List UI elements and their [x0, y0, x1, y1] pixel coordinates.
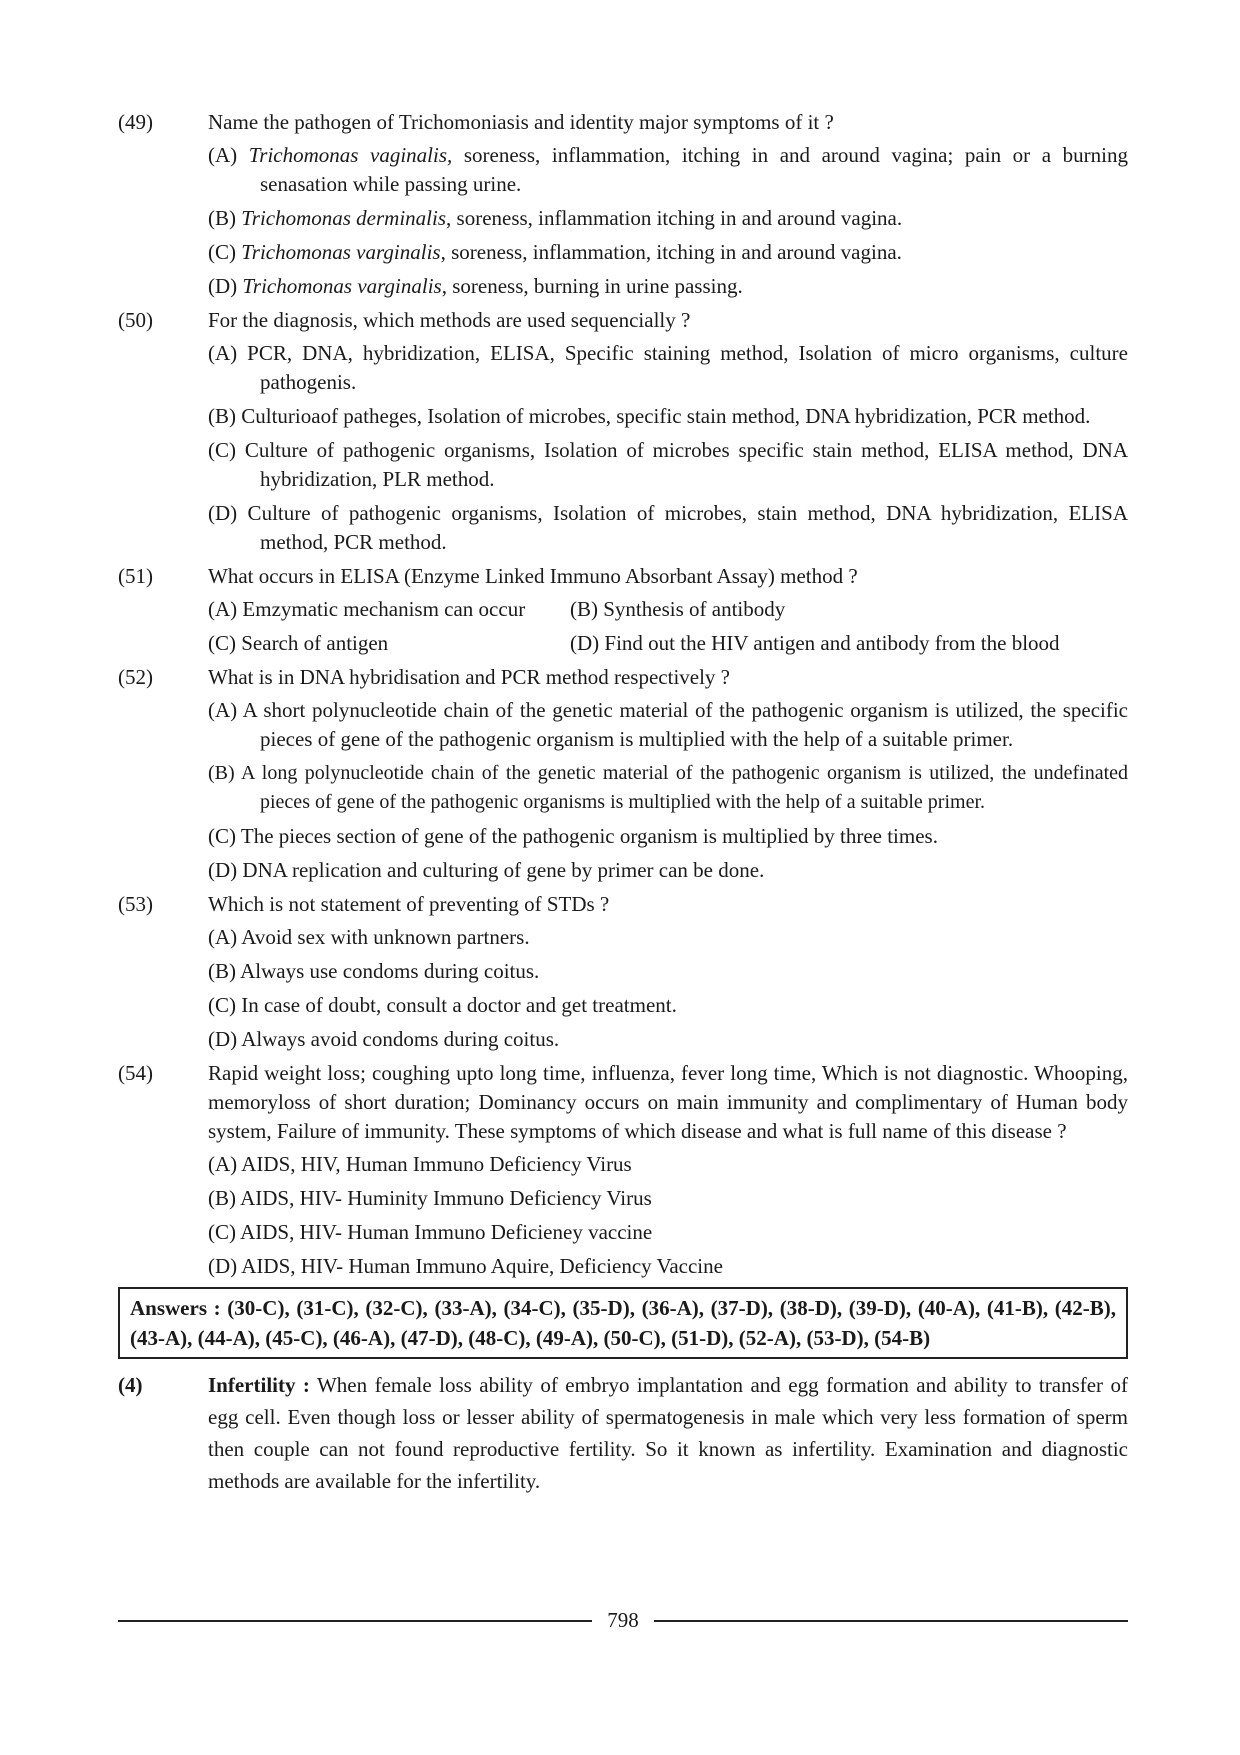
option-a: (A) A short polynucleotide chain of the genetic material of the pathogenic organism is utilized, the specific pieces of gene of the pathogenic organism is multiplied with the help of a suitable primer.: [208, 698, 1128, 751]
footer-rule-right: [654, 1620, 1128, 1622]
infertility-term: Infertility :: [208, 1373, 310, 1397]
option-d: (D) Find out the HIV antigen and antibody from the blood: [570, 631, 1060, 655]
option-d: (D) Culture of pathogenic organisms, Isolation of microbes, stain method, DNA hybridization, ELISA method, PCR method.: [208, 501, 1128, 554]
question-54: [118, 1059, 1128, 1281]
page-footer: [118, 1606, 1128, 1636]
question-stem: Which is not statement of preventing of STDs ?: [208, 892, 610, 916]
option-b: [208, 204, 1128, 233]
question-number: (53): [118, 892, 153, 916]
page-number: 798: [607, 1608, 639, 1632]
option-prefix: (B): [208, 206, 242, 230]
question-number: (49): [118, 110, 153, 134]
infertility-section: [118, 1369, 1128, 1497]
option-prefix: (D): [208, 274, 243, 298]
option-a: (A) Emzymatic mechanism can occur: [208, 597, 526, 621]
species-name: Trichomonas derminalis: [241, 206, 447, 230]
options-grid: [208, 595, 1128, 658]
option-d: (D) DNA replication and culturing of gene by primer can be done.: [208, 858, 765, 882]
question-number: (50): [118, 308, 153, 332]
option-prefix: (C): [208, 240, 242, 264]
option-d: (D) Always avoid condoms during coitus.: [208, 1027, 560, 1051]
option-b: (B) Culturioaof patheges, Isolation of microbes, specific stain method, DNA hybridization, PCR method.: [208, 404, 1091, 428]
option-a: (A) PCR, DNA, hybridization, ELISA, Specific staining method, Isolation of micro organisms, culture pathogenis.: [208, 341, 1128, 394]
infertility-text: When female loss ability of embryo implantation and egg formation and ability to transfer of egg cell. Even though loss or lesser ability of spermatogenesis in male which very less formation of sperm then couple can not found reproductive fertility. So it known as infertility. Examination and diagnostic methods are available for the infertility.: [208, 1373, 1128, 1493]
option-c: (C) AIDS, HIV- Human Immuno Deficieney vaccine: [208, 1220, 653, 1244]
option-c: (C) Search of antigen: [208, 631, 389, 655]
option-b: (B) Always use condoms during coitus.: [208, 959, 540, 983]
page-content: [118, 108, 1128, 1497]
question-51: [118, 562, 1128, 658]
option-text: soreness, inflammation, itching in and around vagina; pain or a burning senasation while passing urine.: [260, 143, 1128, 196]
footer-rule-left: [118, 1620, 592, 1622]
option-d: (D) AIDS, HIV- Human Immuno Aquire, Deficiency Vaccine: [208, 1254, 723, 1278]
answers-box: Answers : (30-C), (31-C), (32-C), (33-A), (34-C), (35-D), (36-A), (37-D), (38-D), (39-D), (40-A), (41-B), (42-B), (43-A), (44-A), (45-C), (46-A), (47-D), (48-C), (49-A), (50-C), (51-D), (52-A), (53-D), (54-B): [118, 1287, 1128, 1359]
question-number: (51): [118, 564, 153, 588]
question-stem: Rapid weight loss; coughing upto long time, influenza, fever long time, Which is not diagnostic. Whooping, memoryloss of short duration; Dominancy occurs on main immunity and complimentary of Human body system, Failure of immunity. These symptoms of which disease and what is full name of this disease ?: [208, 1061, 1128, 1143]
option-text: , soreness, inflammation, itching in and around vagina.: [440, 240, 902, 264]
option-a: (A) AIDS, HIV, Human Immuno Deficiency Virus: [208, 1152, 632, 1176]
section-number: (4): [118, 1373, 143, 1397]
question-number: (52): [118, 665, 153, 689]
question-stem: Name the pathogen of Trichomoniasis and identity major symptoms of it ?: [208, 110, 834, 134]
species-name: Trichomonas vaginalis,: [248, 143, 453, 167]
option-c: (C) The pieces section of gene of the pathogenic organism is multiplied by three times.: [208, 824, 938, 848]
question-stem: What is in DNA hybridisation and PCR method respectively ?: [208, 665, 731, 689]
option-a: (A) Avoid sex with unknown partners.: [208, 925, 530, 949]
option-b: (B) Synthesis of antibody: [570, 597, 786, 621]
option-prefix: (A): [208, 143, 249, 167]
species-name: Trichomonas varginalis: [241, 240, 441, 264]
question-49: [118, 108, 1128, 301]
question-number: (54): [118, 1061, 153, 1085]
question-53: [118, 890, 1128, 1054]
option-text: , soreness, burning in urine passing.: [441, 274, 743, 298]
question-stem: What occurs in ELISA (Enzyme Linked Immuno Absorbant Assay) method ?: [208, 564, 858, 588]
question-52: [118, 663, 1128, 885]
species-name: Trichomonas varginalis: [242, 274, 442, 298]
question-stem: For the diagnosis, which methods are used sequencially ?: [208, 308, 691, 332]
option-c: (C) Culture of pathogenic organisms, Isolation of microbes specific stain method, ELISA method, DNA hybridization, PLR method.: [208, 438, 1128, 491]
option-b: (B) AIDS, HIV- Huminity Immuno Deficiency Virus: [208, 1186, 652, 1210]
option-c: [208, 238, 1128, 267]
option-c: (C) In case of doubt, consult a doctor and get treatment.: [208, 993, 677, 1017]
option-a: [208, 141, 1128, 199]
option-d: [208, 272, 1128, 301]
infertility-paragraph: [208, 1369, 1128, 1497]
question-50: [118, 306, 1128, 557]
option-text: , soreness, inflammation itching in and around vagina.: [446, 206, 903, 230]
option-b: (B) A long polynucleotide chain of the genetic material of the pathogenic organism is utilized, the undefinated pieces of gene of the pathogenic organisms is multiplied with the help of a suitable primer.: [208, 762, 1128, 813]
